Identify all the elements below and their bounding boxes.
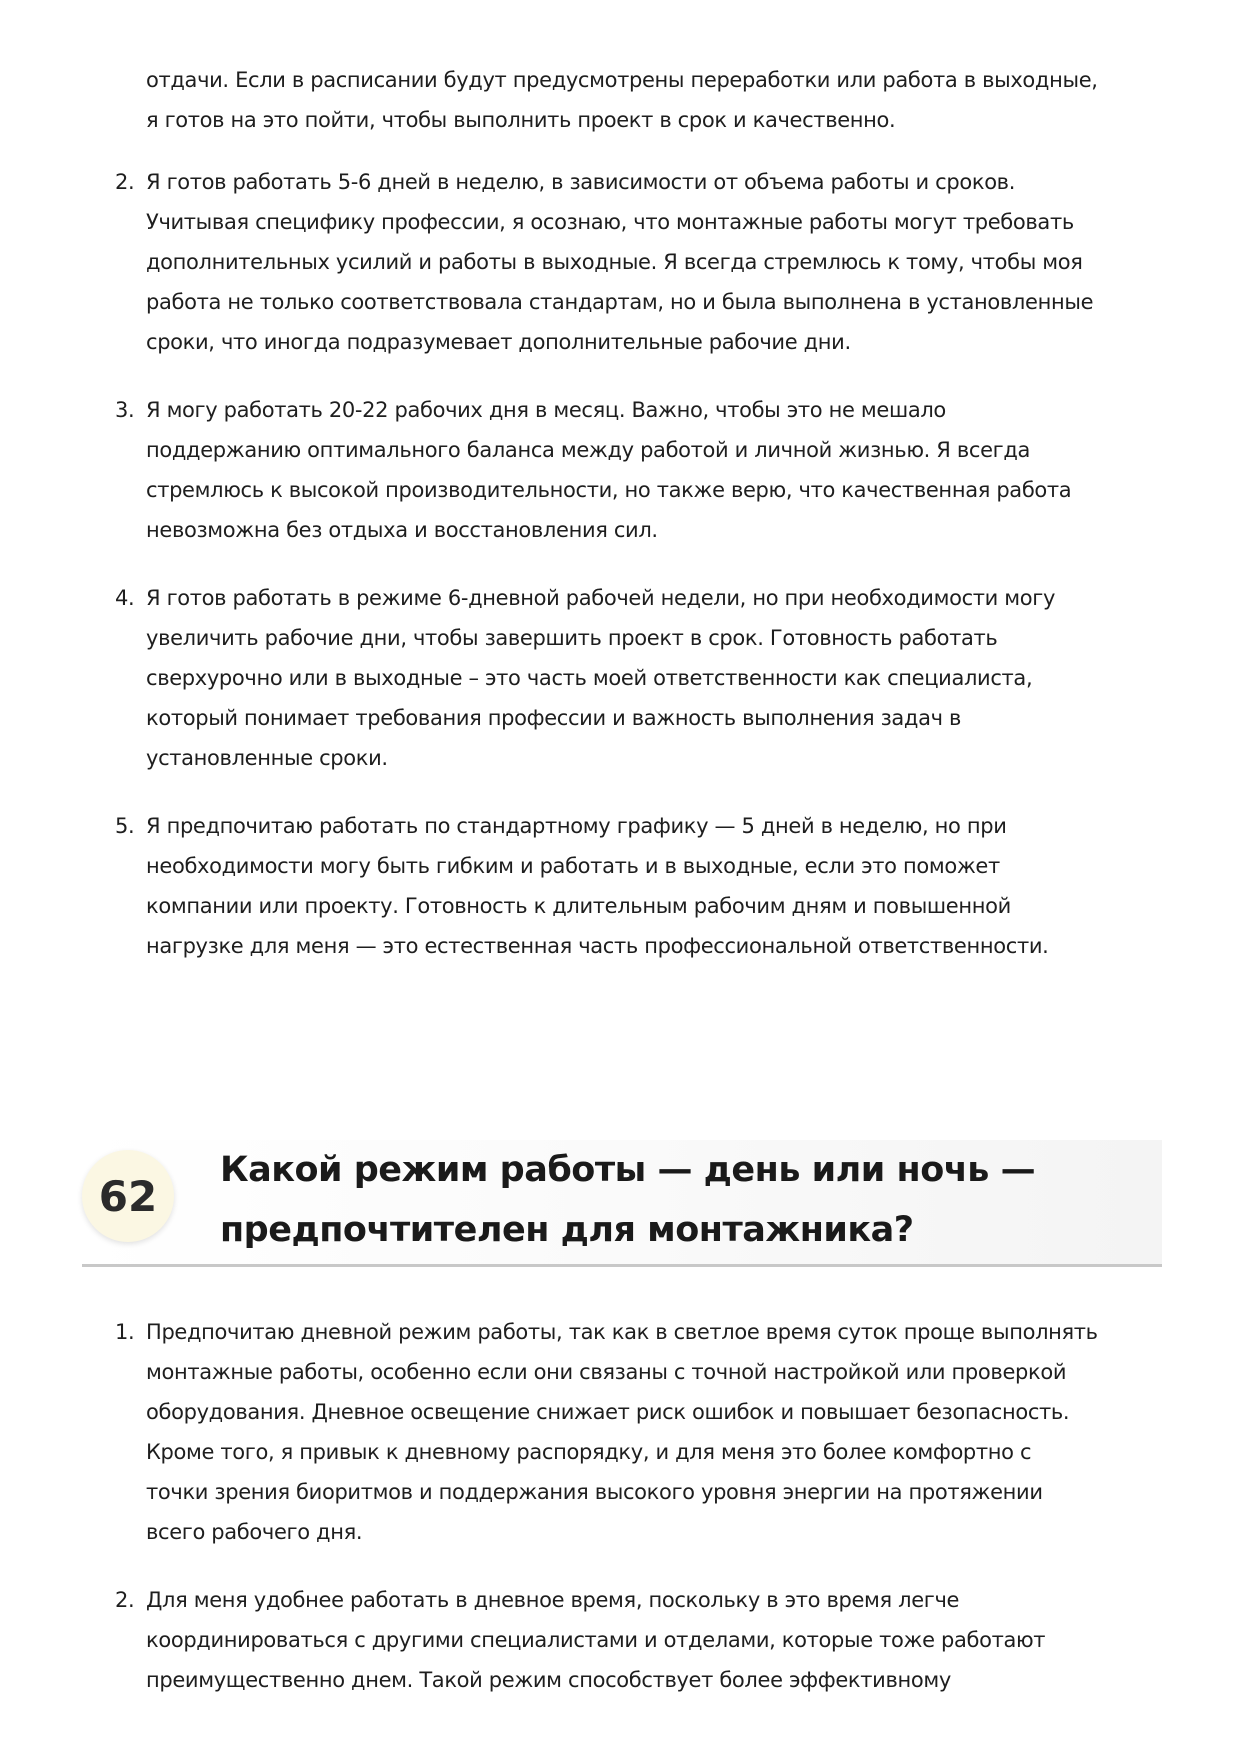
list-item: [0, 578, 1239, 778]
list-item-line: Предпочитаю дневной режим работы, так как в светлое время суток проще выполнять: [146, 1320, 1098, 1344]
list-item-line: всего рабочего дня.: [146, 1520, 363, 1544]
list-item-line: стремлюсь к высокой производительности, но также верю, что качественная работа: [146, 478, 1072, 502]
list-item-line: оборудования. Дневное освещение снижает риск ошибок и повышает безопасность.: [146, 1400, 1070, 1424]
list-item-number: 5.: [115, 814, 135, 838]
question-number-badge: 62: [82, 1150, 174, 1242]
list-item-line: координироваться с другими специалистами и отделами, которые тоже работают: [146, 1628, 1046, 1652]
list-item-line: нагрузке для меня — это естественная часть профессиональной ответственности.: [146, 934, 1049, 958]
list-item: [0, 162, 1239, 362]
question-title-line: предпочтителен для монтажника?: [220, 1210, 914, 1250]
list-item-number: 2.: [115, 170, 135, 194]
list-item-line: Для меня удобнее работать в дневное время, поскольку в это время легче: [146, 1588, 960, 1612]
question-title: [220, 1140, 1140, 1260]
list-item-line: точки зрения биоритмов и поддержания высокого уровня энергии на протяжении: [146, 1480, 1043, 1504]
list-item-line: компании или проекту. Готовность к длительным рабочим дням и повышенной: [146, 894, 1011, 918]
list-item: [0, 390, 1239, 550]
list-item: [0, 1312, 1239, 1552]
list-item-line: Кроме того, я привык к дневному распорядку, и для меня это более комфортно с: [146, 1440, 1032, 1464]
list-item-line: Я предпочитаю работать по стандартному графику — 5 дней в неделю, но при: [146, 814, 1007, 838]
question-divider: [82, 1264, 1162, 1267]
list-item-line: сверхурочно или в выходные – это часть моей ответственности как специалиста,: [146, 666, 1033, 690]
list-item-line: Учитывая специфику профессии, я осознаю, что монтажные работы могут требовать: [146, 210, 1074, 234]
list-item-line: необходимости могу быть гибким и работать и в выходные, если это поможет: [146, 854, 1000, 878]
list-item: [0, 1580, 1239, 1700]
continuation-line: я готов на это пойти, чтобы выполнить проект в срок и качественно.: [146, 108, 896, 132]
list-item-number: 3.: [115, 398, 135, 422]
list-item-line: Я готов работать в режиме 6-дневной рабочей недели, но при необходимости могу: [146, 586, 1056, 610]
list-item-line: преимущественно днем. Такой режим способствует более эффективному: [146, 1668, 951, 1692]
continuation-line: отдачи. Если в расписании будут предусмотрены переработки или работа в выходные,: [146, 68, 1098, 92]
list-item-line: увеличить рабочие дни, чтобы завершить проект в срок. Готовность работать: [146, 626, 998, 650]
list-item-line: который понимает требования профессии и важность выполнения задач в: [146, 706, 962, 730]
list-item-line: дополнительных усилий и работы в выходные. Я всегда стремлюсь к тому, чтобы моя: [146, 250, 1083, 274]
list-item-line: монтажные работы, особенно если они связаны с точной настройкой или проверкой: [146, 1360, 1067, 1384]
list-item: [0, 806, 1239, 966]
list-item-line: Я могу работать 20-22 рабочих дня в месяц. Важно, чтобы это не мешало: [146, 398, 946, 422]
list-item-line: работа не только соответствовала стандартам, но и была выполнена в установленные: [146, 290, 1094, 314]
list-item-number: 2.: [115, 1588, 135, 1612]
list-item-number: 4.: [115, 586, 135, 610]
question-title-line: Какой режим работы — день или ночь —: [220, 1150, 1036, 1190]
list-item-line: установленные сроки.: [146, 746, 388, 770]
list-item-line: сроки, что иногда подразумевает дополнительные рабочие дни.: [146, 330, 851, 354]
list-item-number: 1.: [115, 1320, 135, 1344]
list-item-line: Я готов работать 5-6 дней в неделю, в зависимости от объема работы и сроков.: [146, 170, 1016, 194]
continuation-paragraph: [0, 60, 1239, 140]
list-item-line: поддержанию оптимального баланса между работой и личной жизнью. Я всегда: [146, 438, 1031, 462]
list-item-line: невозможна без отдыха и восстановления сил.: [146, 518, 658, 542]
